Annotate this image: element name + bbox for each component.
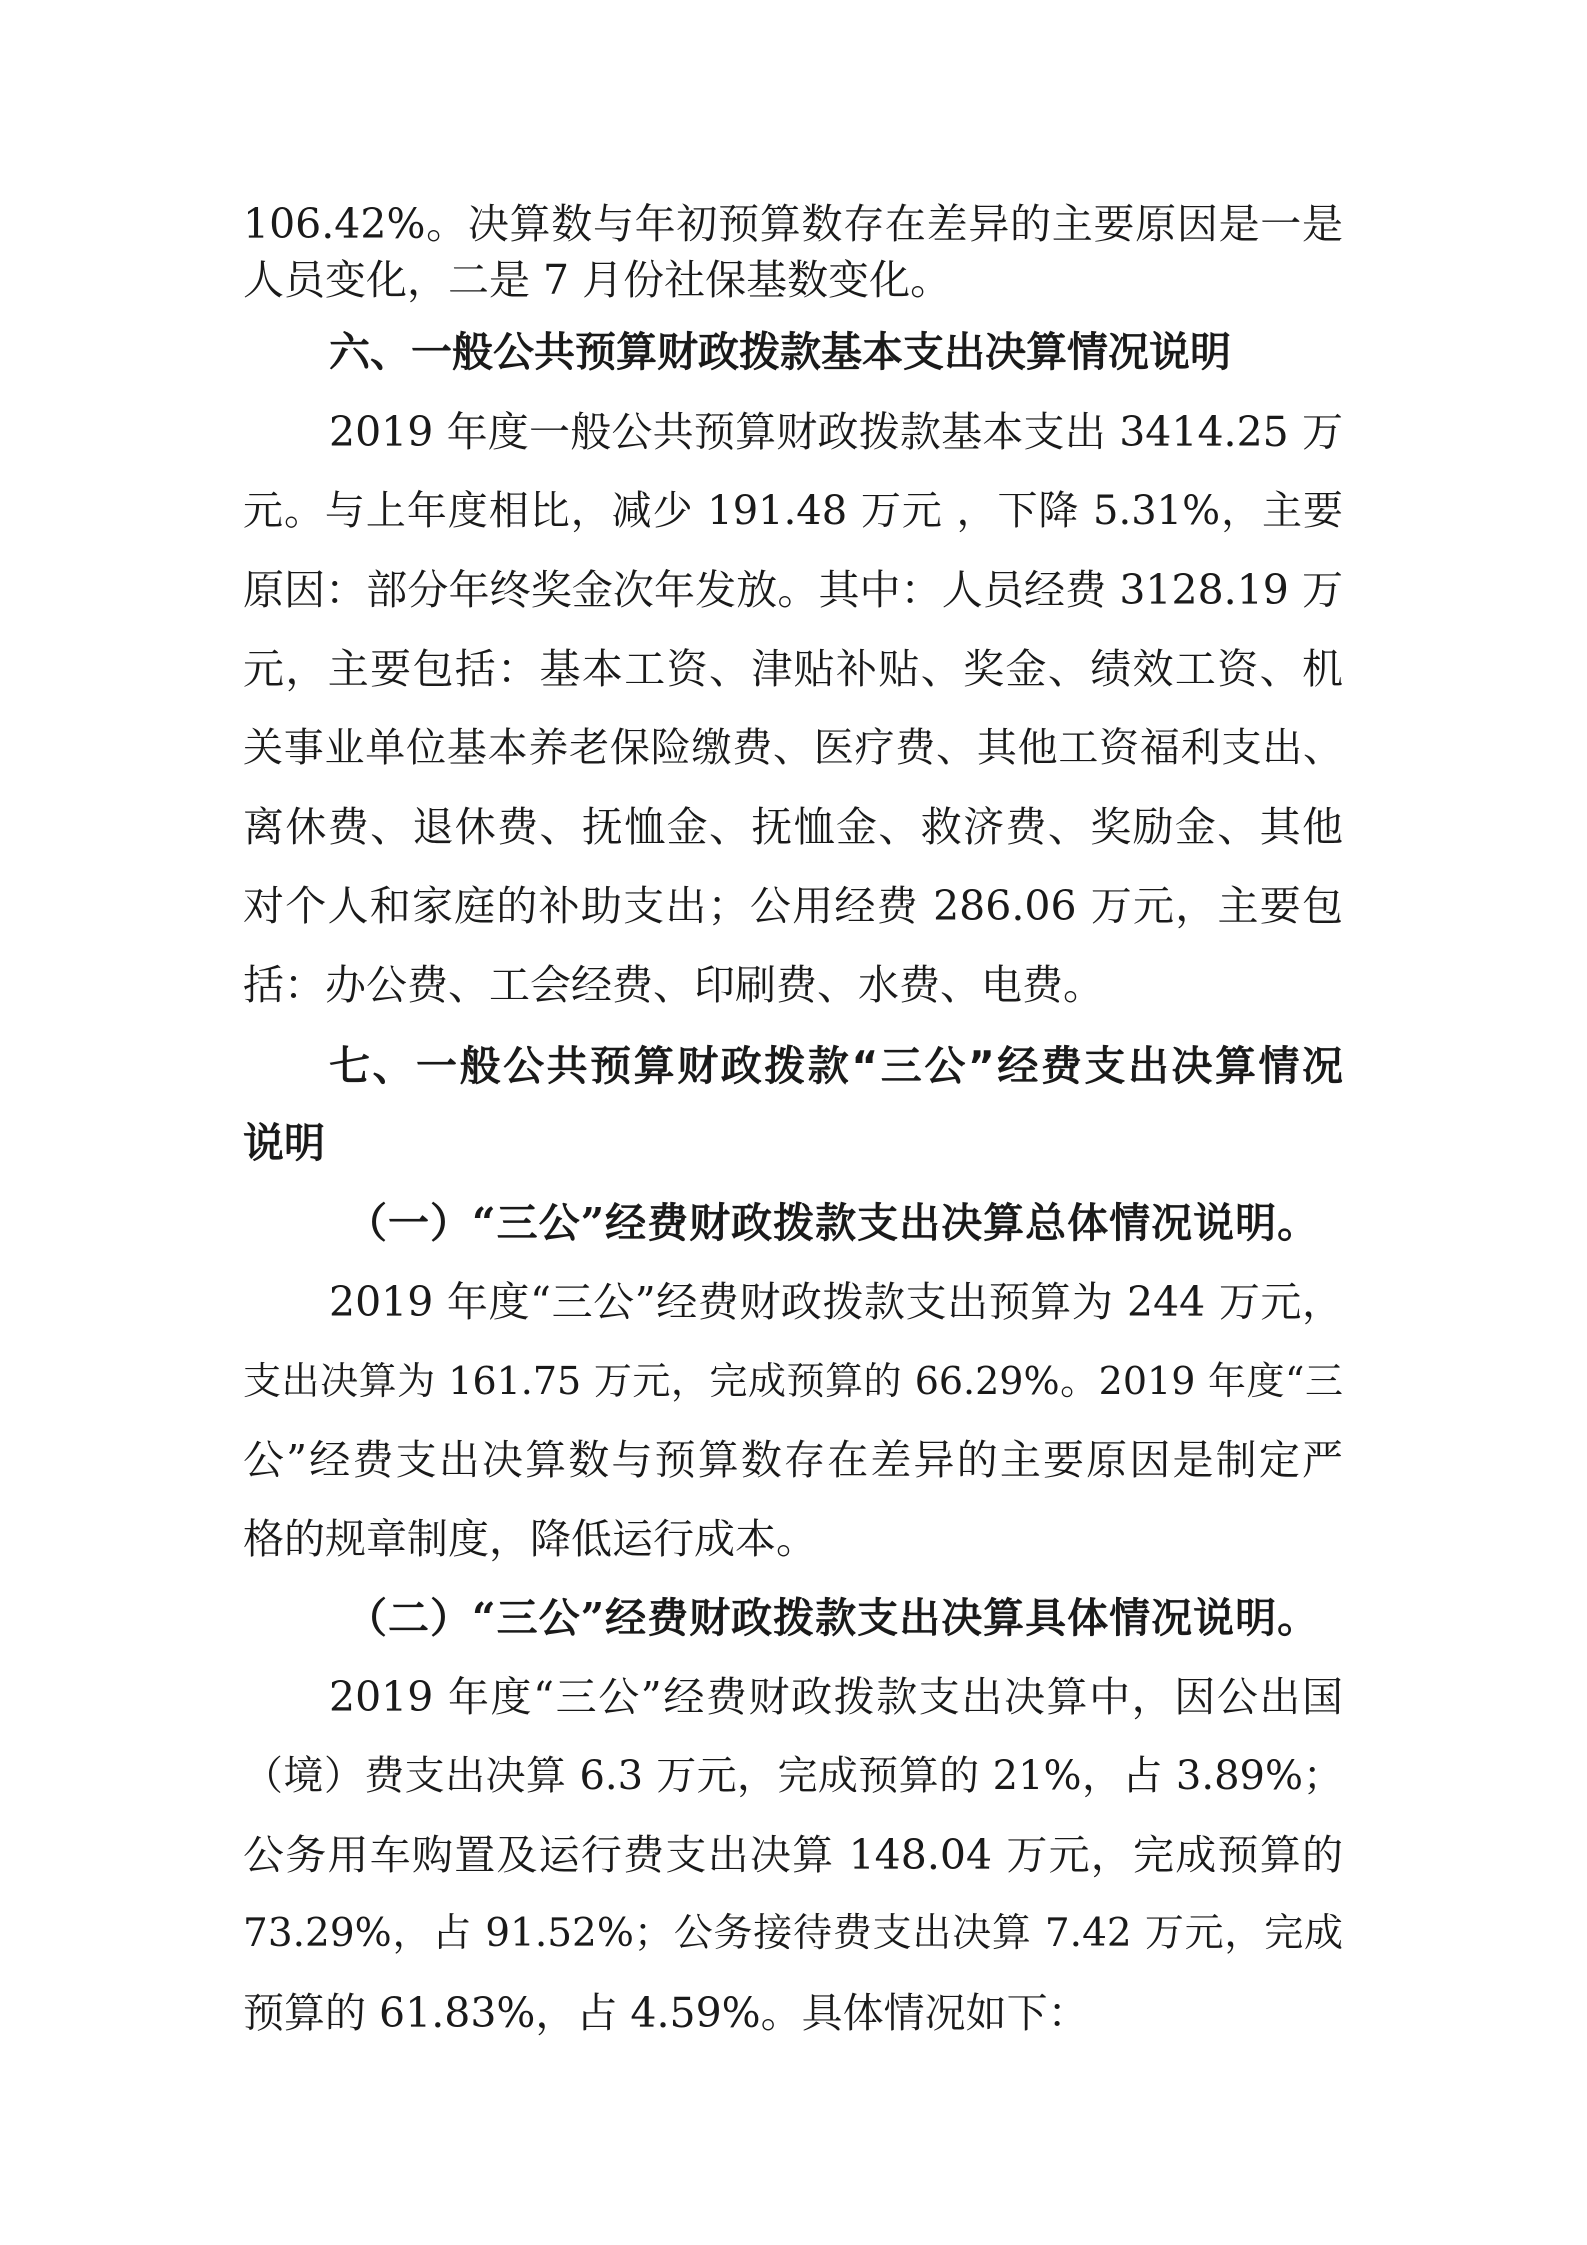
paragraph-line: （境）费支出决算 6.3 万元，完成预算的 21%，占 3.89%；: [243, 1753, 1343, 1799]
paragraph-line: 对个人和家庭的补助支出；公用经费 286.06 万元，主要包: [243, 882, 1343, 930]
subsection-heading-1: （一）“三公”经费财政拨款支出决算总体情况说明。: [346, 1199, 1320, 1247]
section-heading-7: 七、一般公共预算财政拨款“三公”经费支出决算情况: [329, 1042, 1343, 1090]
section-heading-7-continued: 说明: [243, 1119, 325, 1167]
paragraph-line: 支出决算为 161.75 万元，完成预算的 66.29%。2019 年度“三: [243, 1359, 1343, 1403]
paragraph-line: 73.29%，占 91.52%；公务接待费支出决算 7.42 万元，完成: [243, 1911, 1343, 1956]
paragraph-line: 2019 年度一般公共预算财政拨款基本支出 3414.25 万: [329, 408, 1343, 456]
paragraph-line: 公”经费支出决算数与预算数存在差异的主要原因是制定严: [243, 1436, 1343, 1484]
paragraph-line: 括：办公费、工会经费、印刷费、水费、电费。: [243, 961, 1104, 1009]
paragraph-line: 公务用车购置及运行费支出决算 148.04 万元，完成预算的: [243, 1831, 1343, 1879]
paragraph-line: 格的规章制度，降低运行成本。: [243, 1515, 817, 1563]
subsection-heading-2: （二）“三公”经费财政拨款支出决算具体情况说明。: [346, 1594, 1320, 1642]
paragraph-line: 预算的 61.83%，占 4.59%。具体情况如下：: [243, 1989, 1089, 2037]
paragraph-line: 原因：部分年终奖金次年发放。其中：人员经费 3128.19 万: [243, 566, 1343, 614]
paragraph-line: 2019 年度“三公”经费财政拨款支出决算中，因公出国: [329, 1673, 1343, 1721]
paragraph-line: 关事业单位基本养老保险缴费、医疗费、其他工资福利支出、: [243, 725, 1343, 771]
section-heading-6: 六、一般公共预算财政拨款基本支出决算情况说明: [329, 328, 1231, 376]
paragraph-line: 人员变化，二是 7 月份社保基数变化。: [243, 256, 952, 304]
paragraph-line: 元。与上年度相比，减少 191.48 万元 ，下降 5.31%，主要: [243, 488, 1343, 534]
paragraph-line: 2019 年度“三公”经费财政拨款支出预算为 244 万元，: [329, 1278, 1343, 1326]
paragraph-line: 离休费、退休费、抚恤金、抚恤金、救济费、奖励金、其他: [243, 803, 1343, 851]
paragraph-line: 106.42%。决算数与年初预算数存在差异的主要原因是一是: [243, 200, 1343, 248]
paragraph-line: 元，主要包括：基本工资、津贴补贴、奖金、绩效工资、机: [243, 645, 1343, 693]
